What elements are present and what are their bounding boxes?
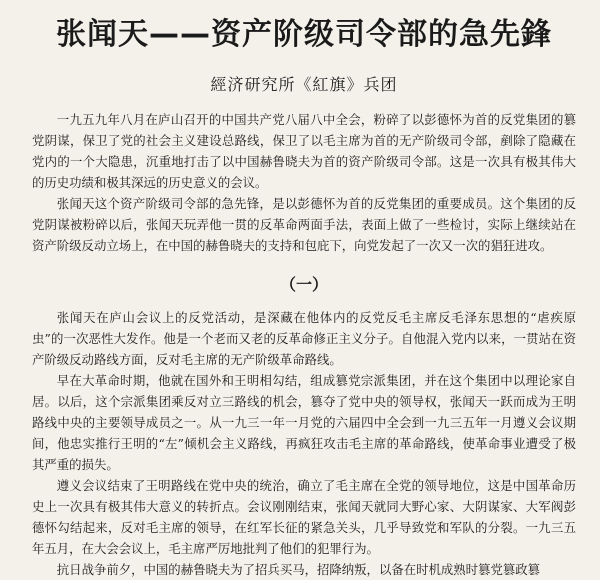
- section-paragraph-1: 张闻天在庐山会议上的反党活动，是深藏在他体内的反党反毛主席反毛泽东思想的“虐疾原虫”的一次恶性大发作。他是一个老而又老的反革命修正主义分子。自他混入党内以来，一贯站在资产阶级反动路线方面，反对毛主席的无产阶级革命路线。: [32, 310, 576, 367]
- section-paragraph-3: 遵义会议结束了王明路线在党中央的统治，确立了毛主席在全党的领导地位，这是中国革命历史上一次具有极其伟大意义的转折点。会议刚刚结束，张闻天就同大野心家、大阴谋家、大军阀彭德怀勾结起来，反对毛主席的领导，在红军长征的紧急关头，几乎导致党和军队的分裂。一九三五年五月，在大会会议上，毛主席严厉地批判了他们的犯罪行为。: [32, 478, 576, 556]
- section-paragraph-4: 抗日战争前夕，中国的赫鲁晓夫为了招兵买马，招降纳叛，以备在时机成熟时篡党篡政篡: [56, 562, 541, 577]
- section-paragraph-2: 早在大革命时期，他就在国外和王明相勾结，组成篡党宗派集团，并在这个集团中以理论家自居。以后，这个宗派集团乘反对立三路线的机会，篡夺了党中央的领导权，张闻天一跃而成为王明路线中央的主要领导成员之一。从一九三一年一月党的六届四中全会到一九三五年一月遵义会议期间，他忠实推行王明的“左”倾机会主义路线，再疯狂攻击毛主席的革命路线，使革命事业遭受了极其严重的损失。: [32, 373, 576, 472]
- article-title: 张闻天——资产阶级司令部的急先鋒: [56, 17, 552, 52]
- article-byline: 經济研究所《紅旗》兵团: [210, 75, 398, 94]
- section-heading: （一）: [279, 275, 328, 294]
- intro-paragraph-2: 张闻天这个资产阶级司令部的急先锋，是以彭德怀为首的反党集团的重要成员。这个集团的反党阴谋被粉碎以后，张闻天玩弄他一贯的反革命两面手法，表面上做了一些检讨，实际上继续站在资产阶级反动立场上，在中国的赫鲁晓夫的支持和包庇下，向党发起了一次又一次的猖狂进攻。: [32, 196, 576, 253]
- intro-paragraph-1: 一九五九年八月在庐山召开的中国共产党八届八中全会，粉碎了以彭德怀为首的反党集团的篡党阴谋，保卫了党的社会主义建设总路线，保卫了以毛主席为首的无产阶级司令部，剷除了隐藏在党内的一个大隐患，沉重地打击了以中国赫鲁晓夫为首的资产阶级司令部。这是一次具有极其伟大的历史功绩和极其深远的历史意义的会议。: [32, 112, 576, 190]
